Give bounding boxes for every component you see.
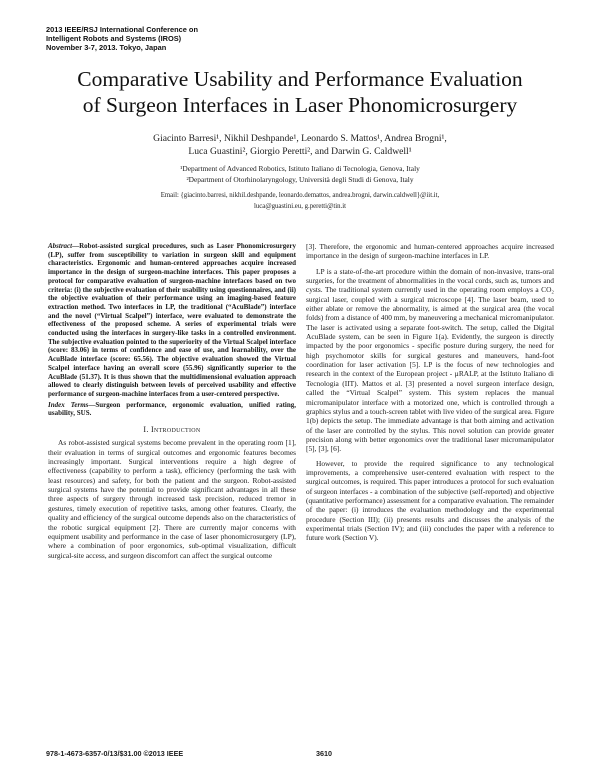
- conference-line-2: Intelligent Robots and Systems (IROS): [46, 34, 182, 44]
- affiliation-1: ¹Department of Advanced Robotics, Istituto Italiano di Tecnologia, Genova, Italy: [180, 164, 420, 173]
- page-number: 3610: [316, 749, 332, 758]
- author-emails: [80, 191, 520, 212]
- right-column: [306, 242, 554, 548]
- index-terms-label: Index Terms: [48, 400, 89, 409]
- section-heading-introduction: I. Introduction: [143, 425, 201, 435]
- left-column: [48, 242, 296, 561]
- lp-paragraph: LP is a state-of-the-art procedure within the domain of non-invasive, trans-oral surgeries, for the treatment of abnormalities in the vocal cords, such as, tumors and cysts. The traditional system currently used in the operating room employs a CO₂ surgical laser, coupled with a surgical microscope [4]. The laser beam, used to either ablate or remove the abnormality, is aimed at the surgical area (the vocal folds) from a distance of 400 mm, by maneuvering a mechanical micromanipulator. The laser is activated using a separate foot-switch. The setup, called the Digital AcuBlade system, can be seen in Figure 1(a). Evidently, the surgeon is directly impacted by the poor ergonomics - specific posture during surgery, the need for high psychomotor skills for surgical gestures and maneuvers, hand-foot coordination for laser activation [5]. LP is the focus of new technologies and research in the context of the European project - µRALP, at the Istituto Italiano di Tecnologia (IIT). Mattos et al. [3] presented a novel surgeon interface design, called the “Virtual Scalpel” system. This system replaces the manual micromanipulator interface with a motorized one, which is controlled through a graphics stylus and a touch-screen tablet with live video of the surgical area. Figure 1(b) depicts the setup. The immediate advantage is that both aiming and activation of the laser are controlled by the stylus. This novel solution can provide greater precision along with better ergonomics over the traditional laser micromanipulator [5], [3], [6].: [306, 266, 554, 454]
- conference-header: [46, 25, 346, 53]
- email-line-1: Email: {giacinto.barresi, nikhil.deshpande, leonardo.demattos, andrea.brogni, darwin.caldwell}@iit.it,: [160, 192, 440, 199]
- authors-line-2: Luca Guastini², Giorgio Peretti², and Darwin G. Caldwell¹: [188, 145, 412, 157]
- conference-line-1: 2013 IEEE/RSJ International Conference on: [46, 25, 198, 34]
- title-line-1: Comparative Usability and Performance Evaluation: [77, 67, 523, 91]
- email-line-2: luca@guastini.eu, g.peretti@tin.it: [254, 202, 346, 210]
- abstract: [48, 242, 296, 399]
- affiliations: [40, 164, 560, 185]
- title-line-2: of Surgeon Interfaces in Laser Phonomicrosurgery: [82, 93, 518, 117]
- author-list: [40, 133, 560, 158]
- intro-paragraph: As robot-assisted surgical systems become prevalent in the operating room [1], their evaluation in terms of surgical outcomes and ergonomic features becomes increasingly important. Surgical interventions require a high degree of effectiveness (capability to perform a task), efficiency (performing the task with least resources) and safety, for both the patient and the surgeon. Robot-assisted surgical systems have the potential to provide significant advantages in all these three aspects of surgery through increased task precision, reduced tremor in gestures, timely execution of repetitive tasks, among other features. Clearly, the quality and efficiency of the surgical outcome depends also on the characteristics of the robotic surgical equipment [2]. There are currently major concerns with equipment usability and performance in the case of laser phonomicrosurgery (LP), where a combination of poor ergonomics, sub-optimal visualization, difficult surgical-site access, and surgeon discomfort can affect the surgical outcome: [48, 438, 296, 560]
- copyright-footer: 978-1-4673-6357-0/13/$31.00 ©2013 IEEE: [46, 749, 184, 758]
- affiliation-2: ²Department of Otorhinolaryngology, Università degli Studi di Genova, Italy: [186, 174, 414, 184]
- authors-line-1: Giacinto Barresi¹, Nikhil Deshpande¹, Leonardo S. Mattos¹, Andrea Brogni¹,: [153, 133, 447, 144]
- intro-continuation: [3]. Therefore, the ergonomic and human-centered approaches acquire increased importance in the design of surgeon-machine interfaces in LP.: [306, 242, 554, 261]
- abstract-label: Abstract: [48, 242, 73, 250]
- conference-line-3: November 3-7, 2013. Tokyo, Japan: [46, 43, 167, 53]
- protocol-paragraph: However, to provide the required significance to any technological improvements, a comprehensive user-centered evaluation with respect to the surgical outcomes, is required. This paper introduces a protocol for such evaluation of surgeon interfaces - a combination of the subjective (self-reported) and objective (quantitative performance) assessment for a comparative evaluation. The remainder of the paper: (i) introduces the evaluation methodology and the experimental procedure (Section III); (ii) presents results and discusses the analysis of the experimental trials (Section IV); and (iii) concludes the paper with a reference to future work (Section V).: [306, 458, 554, 543]
- index-terms-text: —Surgeon performance, ergonomic evaluation, unified rating, usability, SUS.: [48, 400, 297, 418]
- abstract-text: —Robot-assisted surgical procedures, such as Laser Phonomicrosurgery (LP), suffer from susceptibility to variation in surgeon skill and equipment characteristics. Ergonomic and human-centered approaches acquire increased importance in the design of surgeon-machine interfaces. This paper proposes a protocol for comparative evaluation of surgeon-machine interfaces based on two criteria: (i) the subjective evaluation of their usability using questionnaires, and (ii) the objective evaluation of their performance using an imaging-based feature extraction method. Two interfaces in LP, the traditional (“AcuBlade”) interface and the novel (“Virtual Scalpel”) interface, were evaluated to demonstrate the effectiveness of the proposed scheme. A series of experimental trials were conducted using the interfaces in surgery-like tasks in a controlled environment. The subjective evaluation pointed to the superiority of the Virtual Scalpel interface (score: 83.06) in terms of confidence and ease of use, and learnability, over the AcuBlade interface (score: 65.56). The objective evaluation showed the Virtual Scalpel interface having an overall score (55.96) significantly superior to the AcuBlade (51.37). It is thus shown that the multidimensional evaluation approach allowed to clearly distinguish between levels of perceived usability and effective performance of surgeon-machine interfaces from a user-centered perspective.: [48, 242, 296, 398]
- paper-title: [30, 66, 570, 118]
- index-terms: [48, 401, 296, 418]
